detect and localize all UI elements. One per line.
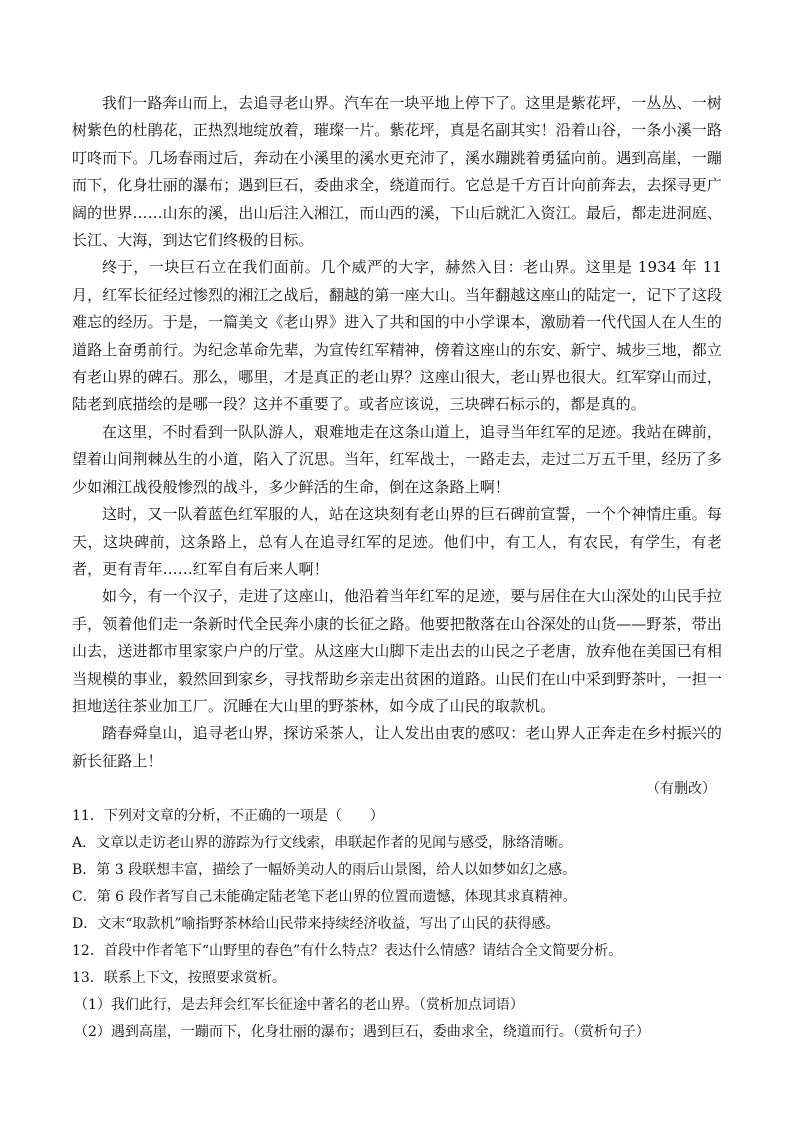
question-11-option-b: B．第 3 段联想丰富，描绘了一幅娇美动人的雨后山景图，给人以如梦如幻之感。 (72, 862, 577, 879)
article-paragraph-1: 我们一路奔山而上，去追寻老山界。汽车在一块平地上停下了。这里是紫花坪，一丛丛、一树树紫色的杜鹃花，正热烈地绽放着，璀璨一片。紫花坪，真是名副其实！沿着山谷，一条小溪一路叮咚而下。几场春雨过后，奔动在小溪里的溪水更充沛了，溪水蹦跳着勇猛向前。遇到高崖，一蹦而下，化身壮丽的瀑布；遇到巨石，委曲求全，绕道而行。它总是千方百计向前奔去，去探寻更广阔的世界……山东的溪，出山后注入湘江，而山西的溪，下山后就汇入资江。最后，都走进洞庭、长江、大海，到达它们终极的目标。 (72, 94, 722, 250)
question-11-stem: 11．下列对文章的分析，不正确的一项是（ ） (72, 808, 384, 825)
question-13-sub-1: （1）我们此行，是去拜会红军长征途中著名的老山界。（赏析加点词语） (74, 997, 524, 1014)
question-12-stem: 12．首段中作者笔下“山野里的春色”有什么特点？表达什么情感？请结合全文简要分析。 (72, 943, 623, 960)
article-paragraph-4: 这时，又一队着蓝色红军服的人，站在这块刻有老山界的巨石碑前宣誓，一个个神情庄重。每天，这块碑前，这条路上，总有人在追寻红军的足迹。他们中，有工人，有农民，有学生，有老者，更有青年……红军自有后来人啊！ (72, 505, 722, 578)
article-paragraph-3: 在这里，不时看到一队队游人，艰难地走在这条山道上，追寻当年红军的足迹。我站在碑前，望着山间荆棘丛生的小道，陷入了沉思。当年，红军战士，一路走去，走过二万五千里，经历了多少如湘江战役般惨烈的战斗，多少鲜活的生命，倒在这条路上啊！ (72, 422, 722, 496)
question-11-option-d: D．文末“取款机”喻指野茶林给山民带来持续经济收益，写出了山民的获得感。 (72, 916, 560, 933)
article-paragraph-5: 如今，有一个汉子，走进了这座山，他沿着当年红军的足迹，要与居住在大山深处的山民手拉手，领着他们走一条新时代全民奔小康的长征之路。他要把散落在山谷深处的山货——野茶，带出山去，送进都市里家家户户的厅堂。从这座大山脚下走出去的山民之子老唐，放弃他在美国已有相当规模的事业，毅然回到家乡，寻找帮助乡亲走出贫困的道路。山民们在山中采到野茶叶，一担一担地送往茶业加工厂。沉睡在大山里的野茶林，如今成了山民的取款机。 (72, 587, 722, 715)
question-11-option-c: C．第 6 段作者写自己未能确定陆老笔下老山界的位置而遗憾，体现其求真精神。 (72, 889, 577, 906)
document-page (72, 90, 722, 1046)
article-paragraph-2: 终于，一块巨石立在我们面前。几个威严的大字，赫然入目：老山界。这里是 1934 年 11 月，红军长征经过惨烈的湘江之战后，翻越的第一座大山。当年翻越这座山的陆定一，记下了这段难忘的经历。于是，一篇美文《老山界》进入了共和国的中小学课本，激励着一代代国人在人生的道路上奋勇前行。为纪念革命先辈，为宣传红军精神，傍着这座山的东安、新宁、城步三地，都立有老山界的碑石。那么，哪里，才是真正的老山界？这座山很大，老山界也很大。红军穿山而过，陆老到底描绘的是哪一段？这并不重要了。或者应该说，三块碑石标示的，都是真的。 (72, 258, 722, 414)
question-13-stem: 13．联系上下文，按照要求赏析。 (72, 970, 286, 987)
article-paragraph-6: 踏春舜皇山，追寻老山界，探访采茶人，让人发出由衷的感叹：老山界人正奔走在乡村振兴的新长征路上！ (72, 724, 722, 770)
source-note: （有删改） (646, 781, 716, 798)
question-13-sub-2: （2）遇到高崖，一蹦而下，化身壮丽的瀑布；遇到巨石，委曲求全，绕道而行。（赏析句子） (74, 1024, 650, 1041)
article-body (72, 90, 722, 801)
question-11-option-a: A．文章以走访老山界的游踪为行文线索，串联起作者的见闻与感受，脉络清晰。 (72, 835, 573, 852)
question-section (72, 803, 722, 1046)
